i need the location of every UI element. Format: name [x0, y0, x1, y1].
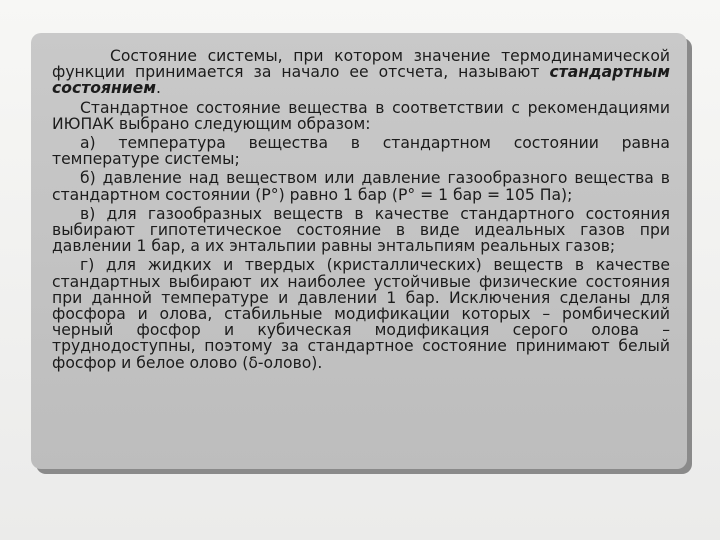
slide-text — [52, 48, 670, 374]
definition-text: Состояние системы, при котором значение термодинамической функции принимается за начало ее отсчета, называют — [52, 47, 670, 82]
paragraph-item-g: г) для жидких и твердых (кристаллических) веществ в качестве стандартных выбирают их наиболее устойчивые физические состояния при данной температуре и давлении 1 бар. Исключения сделаны для фосфора и олова, стабильные модификации которых – ромбический черный фосфор и кубическая модификация серого олова – труднодоступны, поэтому за стандартное состояние принимают белый фосфор и белое олово (δ-олово). — [52, 256, 670, 372]
paragraph-item-b: б) давление над веществом или давление газообразного вещества в стандартном состоянии (Р°) равно 1 бар (Р° = 1 бар = 105 Па); — [52, 169, 670, 204]
paragraph-item-v: в) для газообразных веществ в качестве стандартного состояния выбирают гипотетическое состояние в виде идеальных газов при давлении 1 бар, а их энтальпии равны энтальпиям реальных газов; — [52, 204, 670, 256]
definition-end: . — [156, 79, 161, 98]
paragraph-definition — [52, 48, 670, 97]
paragraph-item-a: а) температура вещества в стандартном состоянии равна температуре системы; — [52, 134, 670, 169]
definition-term: стандартным состоянием — [52, 63, 670, 98]
paragraph-iupac: Стандартное состояние вещества в соответствии с рекомендациями ИЮПАК выбрано следующим образом: — [52, 98, 670, 133]
